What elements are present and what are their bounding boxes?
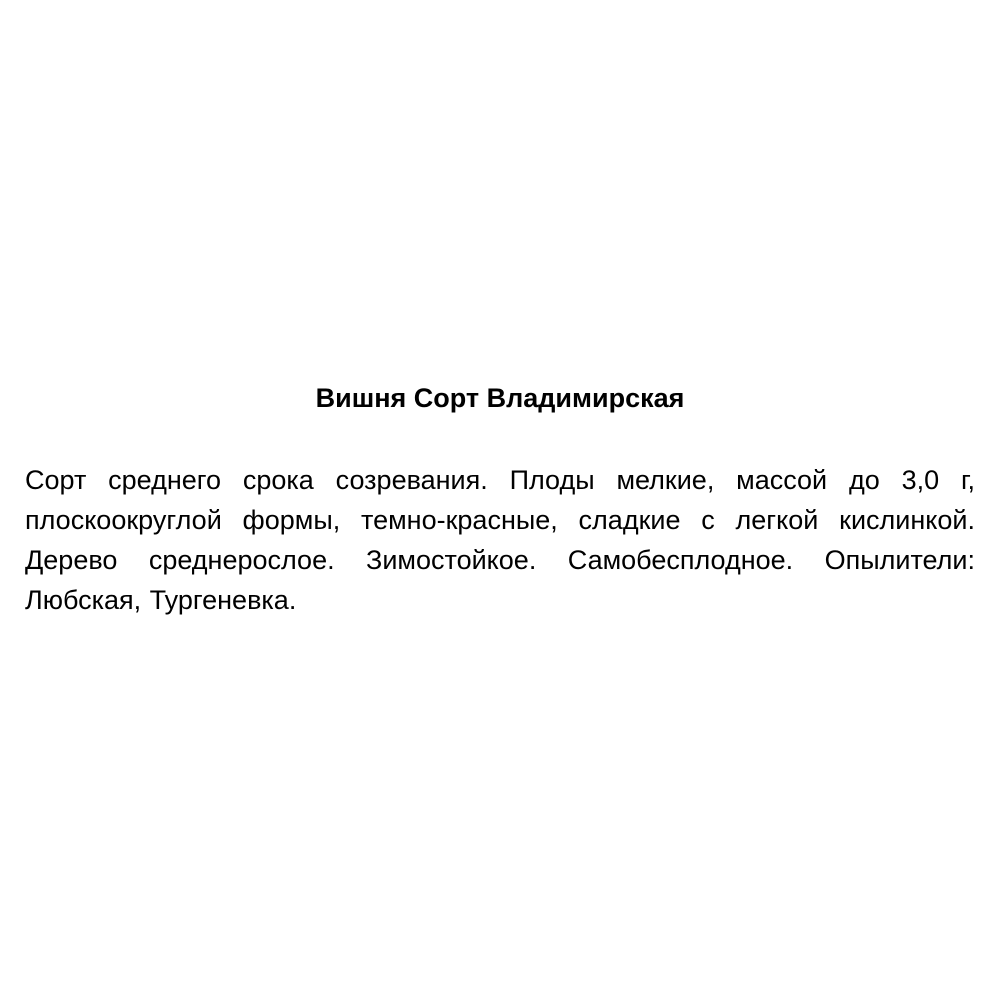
- page-title: Вишня Сорт Владимирская: [315, 383, 685, 413]
- description-paragraph: Сорт среднего срока созревания. Плоды мелкие, массой до 3,0 г, плоскоокруглой формы, темно-красные, сладкие с легкой кислинкой. Дерево среднерослое. Зимостойкое. Самобесплодное. Опылители: Любская, Тургеневка.: [25, 465, 975, 615]
